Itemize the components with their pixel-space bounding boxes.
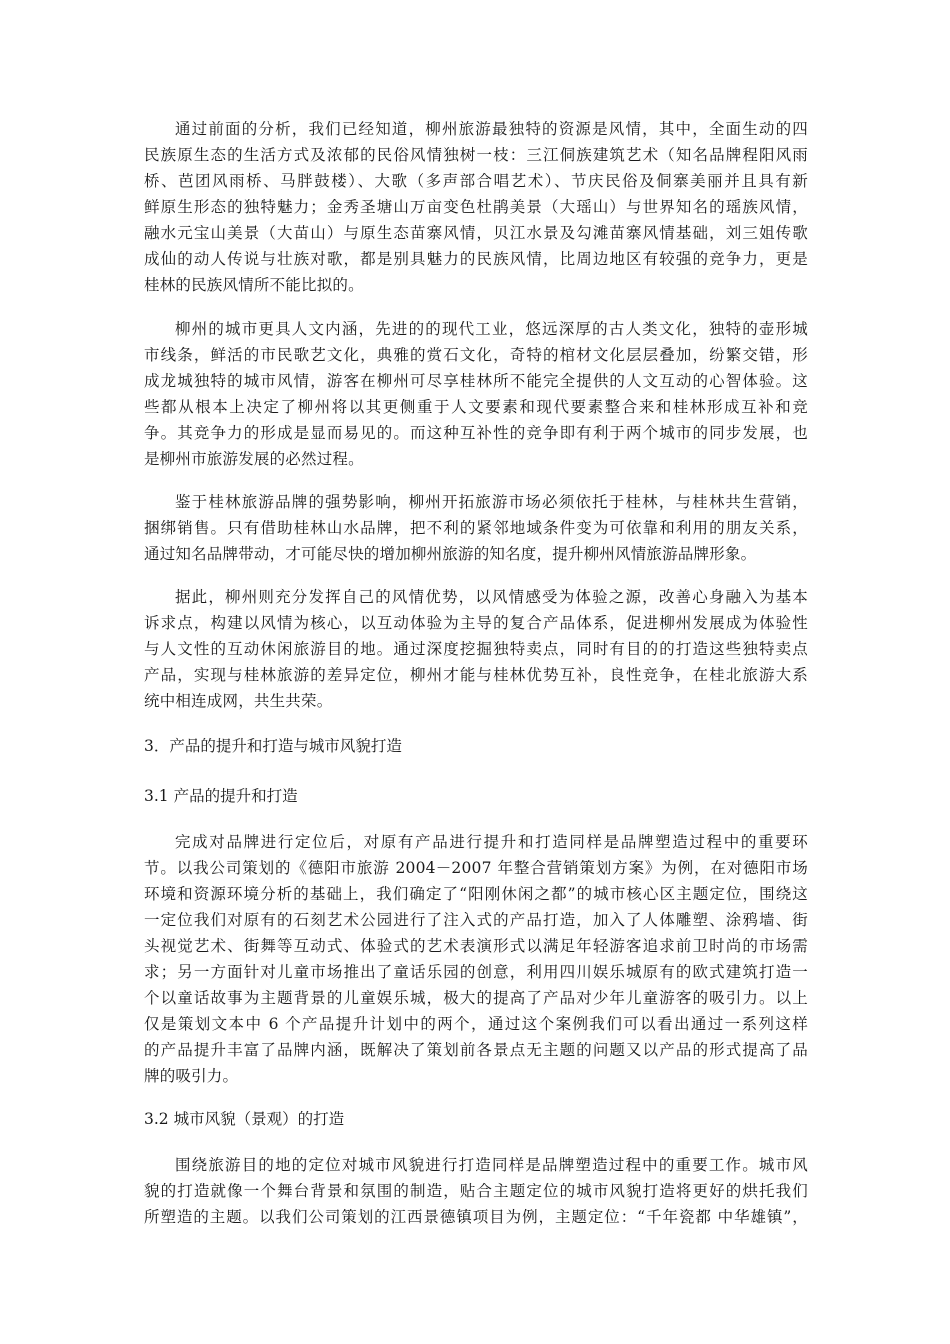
text-line: 围绕旅游目的地的定位对城市风貌进行打造同样是品牌塑造过程中的重要工作。城市风 [175,1156,808,1174]
text-line: 貌的打造就像一个舞台背景和氛围的制造，贴合主题定位的城市风貌打造将更好的烘托我们 [144,1182,808,1200]
text-line: 个以童话故事为主题背景的儿童娱乐城，极大的提高了产品对少年儿童游客的吸引力。以上 [144,989,808,1007]
section-heading-3-1: 3.1 产品的提升和打造 [144,787,298,805]
text-line: 与人文性的互动休闲旅游目的地。通过深度挖掘独特卖点，同时有目的的打造这些独特卖点 [144,640,808,658]
text-line: 牌的吸引力。 [144,1067,239,1085]
text-line: 诉求点，构建以风情为核心，以互动体验为主导的复合产品体系，促进柳州发展成为体验性 [144,614,808,632]
text-line: 产品，实现与桂林旅游的差异定位，柳州才能与桂林优势互补，良性竞争，在桂北旅游大系 [144,666,808,684]
text-line: 通过前面的分析，我们已经知道，柳州旅游最独特的资源是风情，其中，全面生动的四 [175,120,808,138]
text-line: 环境和资源环境分析的基础上，我们确定了“阳刚休闲之都”的城市核心区主题定位，围绕这 [144,885,808,903]
text-line: 市线条，鲜活的市民歌艺文化，典雅的赏石文化，奇特的棺材文化层层叠加，纷繁交错，形 [144,346,808,364]
text-line: 完成对品牌进行定位后，对原有产品进行提升和打造同样是品牌塑造过程中的重要环 [175,833,808,851]
text-line: 柳州的城市更具人文内涵，先进的的现代工业，悠远深厚的古人类文化，独特的壶形城 [175,320,808,338]
text-line: 鉴于桂林旅游品牌的强势影响，柳州开拓旅游市场必须依托于桂林，与桂林共生营销， [175,493,808,511]
section-heading-3-2: 3.2 城市风貌（景观）的打造 [144,1110,345,1128]
paragraph-city-style [144,1152,808,1230]
text-line: 桂林的民族风情所不能比拟的。 [144,276,364,294]
paragraph-product-upgrade [144,829,808,1089]
text-line: 通过知名品牌带动，才可能尽快的增加柳州旅游的知名度，提升柳州风情旅游品牌形象。 [144,545,757,563]
text-line: 头视觉艺术、街舞等互动式、体验式的艺术表演形式以满足年轻游客追求前卫时尚的市场需 [144,937,808,955]
paragraph-liuzhou-customs [144,116,808,298]
text-line: 桥、芭团风雨桥、马胖鼓楼）、大歌（多声部合唱艺术）、节庆民俗及侗寨美丽并且具有新 [144,172,808,190]
paragraph-liuzhou-strategy [144,584,808,714]
text-line: 鲜原生形态的独特魅力；金秀圣塘山万亩变色杜鹃美景（大瑶山）与世界知名的瑶族风情， [144,198,808,216]
text-line: 的产品提升丰富了品牌内涵，既解决了策划前各景点无主题的问题又以产品的形式提高了品 [144,1041,808,1059]
section-heading-3: 3．产品的提升和打造与城市风貌打造 [144,737,402,755]
text-line: 求；另一方面针对儿童市场推出了童话乐园的创意，利用四川娱乐城原有的欧式建筑打造一 [144,963,808,981]
text-line: 成仙的动人传说与壮族对歌，都是别具魅力的民族风情，比周边地区有较强的竞争力，更是 [144,250,808,268]
text-line: 据此，柳州则充分发挥自己的风情优势，以风情感受为体验之源，改善心身融入为基本 [175,588,808,606]
text-line: 捆绑销售。只有借助桂林山水品牌，把不利的紧邻地域条件变为可依靠和利用的朋友关系， [144,519,808,537]
text-line: 一定位我们对原有的石刻艺术公园进行了注入式的产品打造，加入了人体雕塑、涂鸦墙、街 [144,911,808,929]
paragraph-guilin-brand [144,489,808,567]
text-line: 是柳州市旅游发展的必然过程。 [144,450,364,468]
paragraph-liuzhou-culture [144,316,808,472]
text-line: 节。以我公司策划的《德阳市旅游 2004－2007 年整合营销策划方案》为例，在对德阳市场 [144,859,808,877]
text-line: 些都从根本上决定了柳州将以其更侧重于人文要素和现代要素整合来和桂林形成互补和竞 [144,398,808,416]
text-line: 民族原生态的生活方式及浓郁的民俗风情独树一枝：三江侗族建筑艺术（知名品牌程阳风雨 [144,146,808,164]
text-line: 争。其竞争力的形成是显而易见的。而这种互补性的竞争即有利于两个城市的同步发展，也 [144,424,808,442]
text-line: 所塑造的主题。以我们公司策划的江西景德镇项目为例，主题定位：“千年瓷都 中华雄镇”， [144,1208,808,1226]
text-line: 统中相连成网，共生共荣。 [144,692,333,710]
text-line: 融水元宝山美景（大苗山）与原生态苗寨风情，贝江水景及勾滩苗寨风情基础，刘三姐传歌 [144,224,808,242]
text-line: 成龙城独特的城市风情，游客在柳州可尽享桂林所不能完全提供的人文互动的心智体验。这 [144,372,808,390]
text-line: 仅是策划文本中 6 个产品提升计划中的两个，通过这个案例我们可以看出通过一系列这样 [144,1015,808,1033]
